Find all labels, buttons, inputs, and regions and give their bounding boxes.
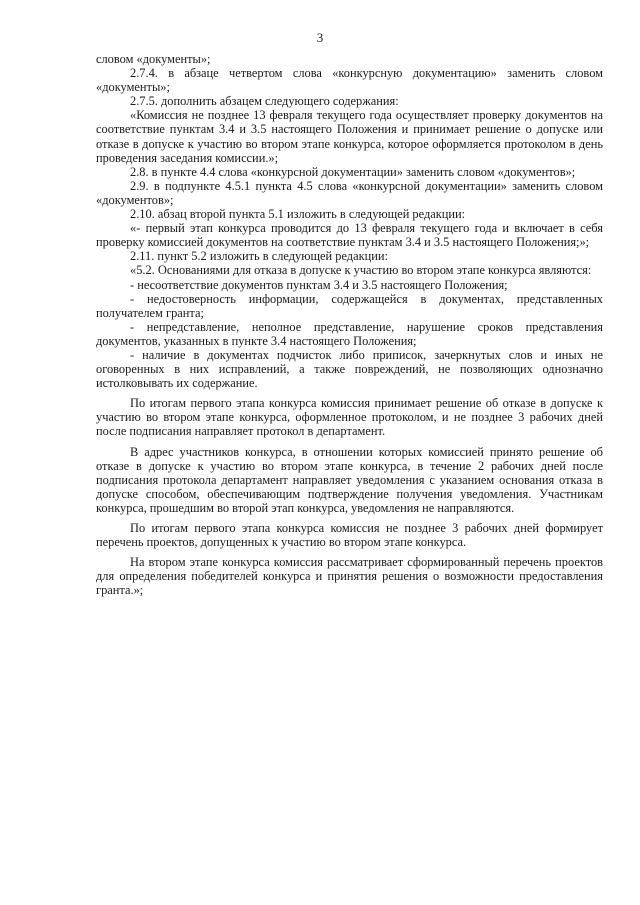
paragraph: словом «документы»; [96,52,211,66]
paragraph: 2.7.4. в абзаце четвертом слова «конкурсную документацию» заменить словом «документы»; [96,66,603,95]
document-body [96,52,603,597]
paragraph: 2.10. абзац второй пункта 5.1 изложить в следующей редакции: [130,207,466,222]
list-item: - непредставление, неполное представление, нарушение сроков представления документов, указанных в пункте 3.4 настоящего Положения; [96,319,603,348]
paragraph: 2.8. в пункте 4.4 слова «конкурсной документации» заменить словом «документов»; [130,164,576,179]
paragraph: 2.7.5. дополнить абзацем следующего содержания: [130,94,399,109]
paragraph: «- первый этап конкурса проводится до 13 февраля текущего года и включает в себя проверку комиссией документов на соответствие пунктам 3.4 и 3.5 настоящего Положения;»; [96,221,603,250]
page-number: 3 [316,30,324,45]
list-item: - наличие в документах подчисток либо приписок, зачеркнутых слов и иных не оговоренных в них исправлений, а также повреждений, не позволяющих однозначно истолковывать их содержание. [96,347,603,391]
paragraph: В адрес участников конкурса, в отношении которых комиссией принято решение об отказе в допуске к участию во втором этапе конкурса, в течение 2 рабочих дней после подписания протокола департамент направляет уведомления с указанием основания отказа в допуске способом, обеспечивающим подтверждение получения уведомления. Участникам конкурса, прошедшим во второй этап конкурса, уведомления не направляются. [96,444,603,515]
paragraph: «Комиссия не позднее 13 февраля текущего года осуществляет проверку документов на соответствие пунктам 3.4 и 3.5 настоящего Положения и принимает решение о допуске или отказе в допуске к участию во втором этапе конкурса, которое оформляется протоколом в день проведения заседания комиссии.»; [96,108,603,165]
list-item: - несоответствие документов пунктам 3.4 и 3.5 настоящего Положения; [130,277,508,292]
list-item: - недостоверность информации, содержащейся в документах, представленных получателем гранта; [96,291,603,320]
paragraph: На втором этапе конкурса комиссия рассматривает сформированный перечень проектов для определения победителей конкурса и принятия решения о возможности предоставления гранта.»; [96,555,603,598]
paragraph: По итогам первого этапа конкурса комиссия принимает решение об отказе в допуске к участию во втором этапе конкурса, оформленное протоколом, и не позднее 3 рабочих дней после подписания направляет протокол в департамент. [96,396,603,439]
paragraph: 2.11. пункт 5.2 изложить в следующей редакции: [130,249,388,264]
paragraph: «5.2. Основаниями для отказа в допуске к участию во втором этапе конкурса являются: [130,263,592,278]
paragraph: По итогам первого этапа конкурса комиссия не позднее 3 рабочих дней формирует перечень проектов, допущенных к участию во втором этапе конкурса. [96,521,603,550]
paragraph: 2.9. в подпункте 4.5.1 пункта 4.5 слова «конкурсной документации» заменить словом «документов»; [96,178,603,207]
